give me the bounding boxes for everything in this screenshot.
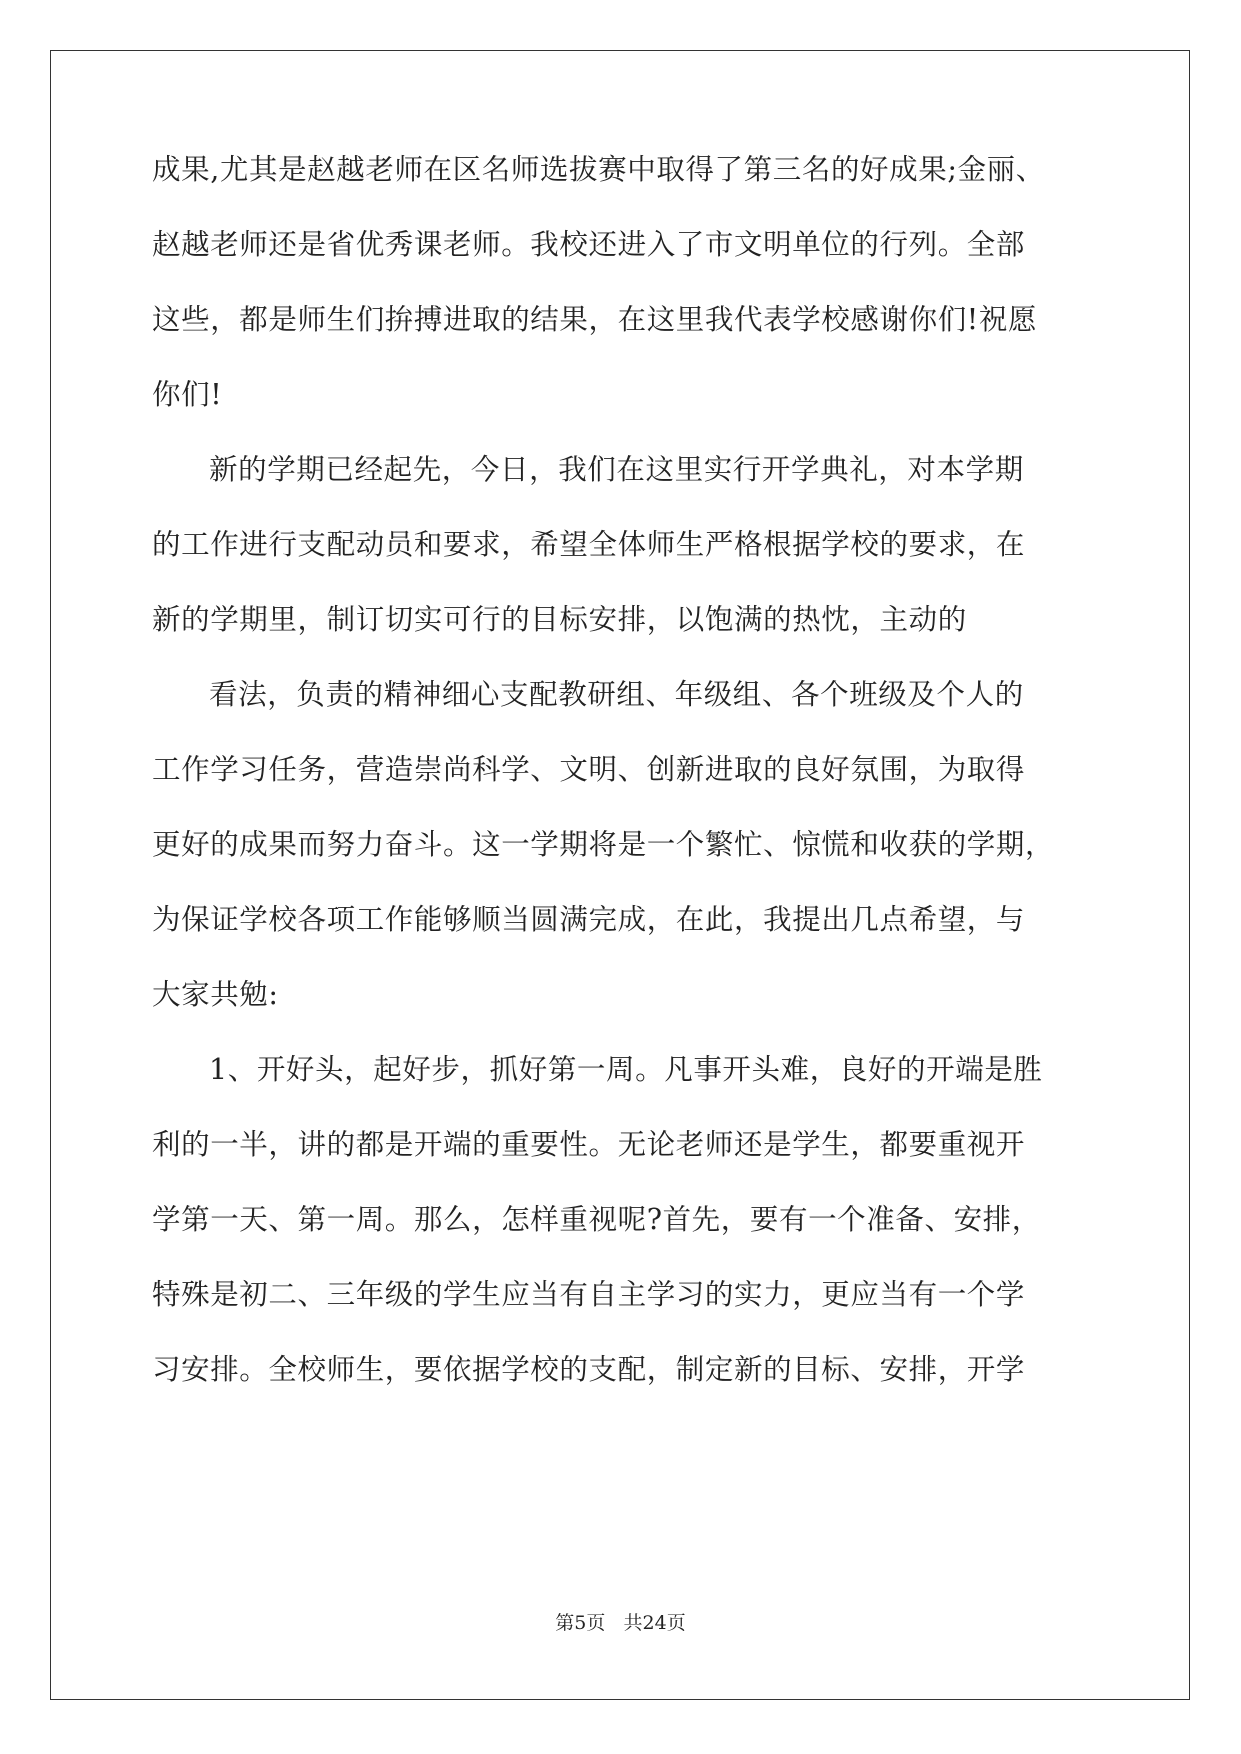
- paragraph-first-line: 1、开好头，起好步，抓好第一周。凡事开头难，良好的开端是胜: [209, 1053, 1043, 1086]
- page-total: 共24页: [623, 1612, 686, 1634]
- body-text-line: 更好的成果而努力奋斗。这一学期将是一个繁忙、惊慌和收获的学期，: [152, 828, 1055, 861]
- body-text-line: 新的学期里，制订切实可行的目标安排，以饱满的热忱，主动的: [152, 603, 967, 636]
- body-text-line: 工作学习任务，营造崇尚科学、文明、创新进取的良好氛围，为取得: [152, 753, 1026, 786]
- body-text-line: 的工作进行支配动员和要求，希望全体师生严格根据学校的要求，在: [152, 528, 1026, 561]
- body-text-line: 大家共勉:: [152, 978, 279, 1011]
- page-number: 第5页: [555, 1612, 606, 1634]
- body-text-line: 成果,尤其是赵越老师在区名师选拔赛中取得了第三名的好成果;金丽、: [152, 153, 1045, 186]
- body-text-line: 这些，都是师生们拚搏进取的结果，在这里我代表学校感谢你们!祝愿: [152, 303, 1038, 336]
- paragraph-first-line: 新的学期已经起先，今日，我们在这里实行开学典礼，对本学期: [209, 453, 1024, 486]
- body-text-line: 学第一天、第一周。那么，怎样重视呢?首先，要有一个准备、安排，: [152, 1203, 1041, 1236]
- body-text-line: 你们!: [152, 378, 223, 411]
- body-text-line: 习安排。全校师生，要依据学校的支配，制定新的目标、安排，开学: [152, 1353, 1026, 1386]
- page-border: [50, 50, 1190, 1700]
- paragraph-first-line: 看法，负责的精神细心支配教研组、年级组、各个班级及个人的: [209, 678, 1024, 711]
- page-footer: [0, 1608, 1241, 1635]
- body-text-line: 为保证学校各项工作能够顺当圆满完成，在此，我提出几点希望，与: [152, 903, 1026, 936]
- body-text-line: 特殊是初二、三年级的学生应当有自主学习的实力，更应当有一个学: [152, 1278, 1026, 1311]
- body-text-line: 赵越老师还是省优秀课老师。我校还进入了市文明单位的行列。全部: [152, 228, 1026, 261]
- body-text-line: 利的一半，讲的都是开端的重要性。无论老师还是学生，都要重视开: [152, 1128, 1026, 1161]
